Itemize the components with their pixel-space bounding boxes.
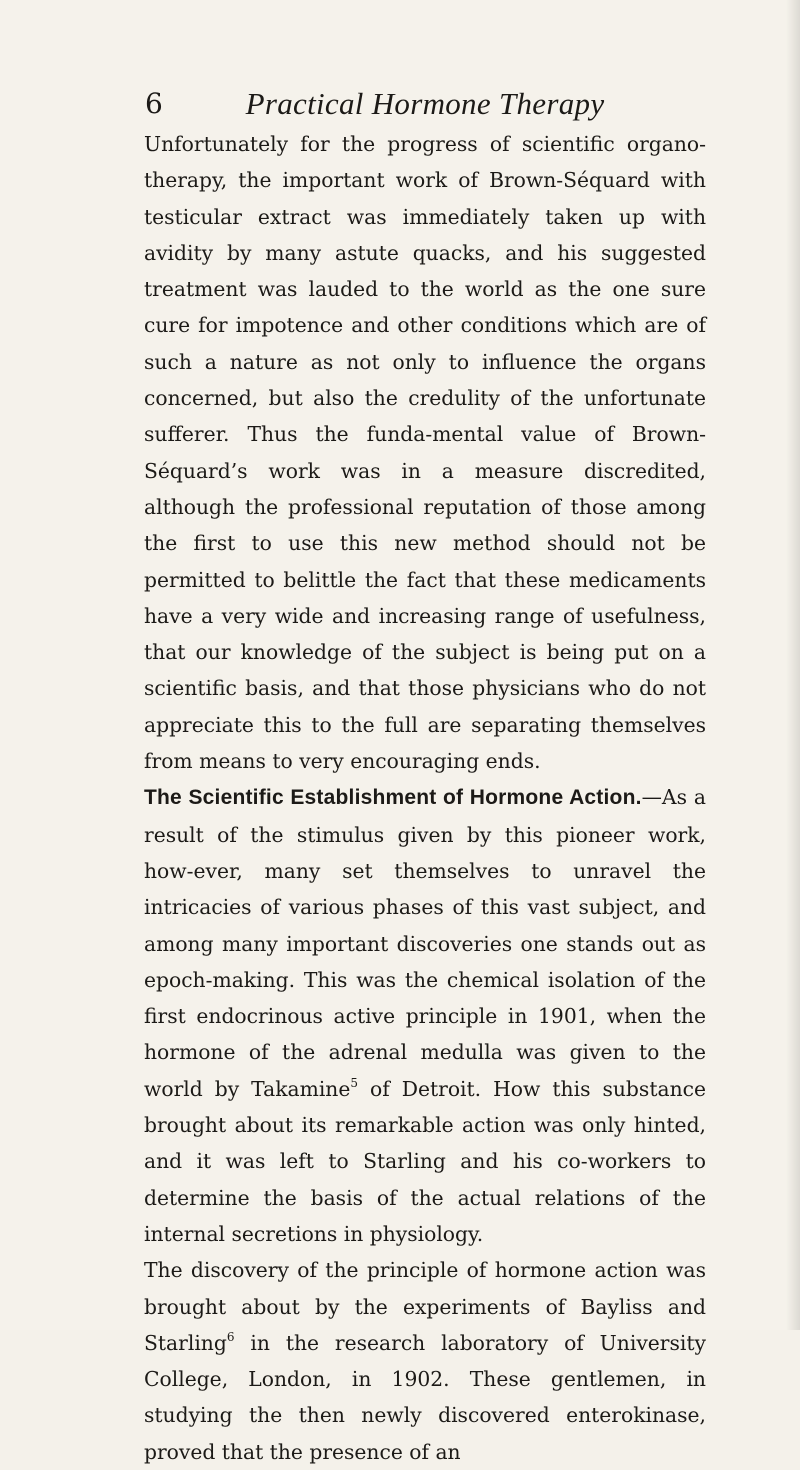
paragraph-3-text-b: in the research laboratory of University College, London, in 1902. These gentlemen, in studying the then newly discovered enterokinase, proved that the presence of an <box>144 1330 706 1464</box>
paragraph-2-text-a: —As a result of the stimulus given by this pioneer work, how-ever, many set themselves to unravel the intricacies of various phases of this vast subject, and among many important discoveries one stands out as epoch-making. This was the chemical isolation of the first endocrinous active principle in 1901, when the hormone of the adrenal medulla was given to the world by Takamine <box>144 785 707 1101</box>
running-head <box>145 84 705 124</box>
footnote-ref-5: 5 <box>350 1075 359 1090</box>
body-text <box>144 126 706 1470</box>
paragraph-3-text-a: The discovery of the principle of hormone action was brought about by the experiments of Bayliss and Starling <box>144 1258 706 1355</box>
running-title: Practical Hormone Therapy <box>245 86 605 121</box>
paragraph-3 <box>144 1252 706 1470</box>
section-heading: The Scientific Establishment of Hormone Action. <box>144 786 642 810</box>
paragraph-2-text-b: of Detroit. How this substance brought about its remarkable action was only hinted, and it was left to Starling and his co-workers to determine the basis of the actual relations of the internal secretions in physiology. <box>144 1076 706 1246</box>
paragraph-1: Unfortunately for the progress of scientific organo-therapy, the important work of Brown-Séquard with testicular extract was immediately taken up with avidity by many astute quacks, and his suggested treatment was lauded to the world as the one sure cure for impotence and other conditions which are of such a nature as not only to influence the organs concerned, but also the credulity of the unfortunate sufferer. Thus the funda-mental value of Brown-Séquard’s work was in a measure discredited, although the professional reputation of those among the first to use this new method should not be permitted to belittle the fact that these medicaments have a very wide and increasing range of usefulness, that our knowledge of the subject is being put on a scientific basis, and that those physicians who do not appreciate this to the full are separating themselves from means to very encouraging ends. <box>144 132 706 774</box>
page-edge-shadow <box>786 0 800 1330</box>
page-number: 6 <box>145 87 163 120</box>
paragraph-2 <box>144 779 706 1252</box>
footnote-ref-6: 6 <box>226 1329 235 1344</box>
